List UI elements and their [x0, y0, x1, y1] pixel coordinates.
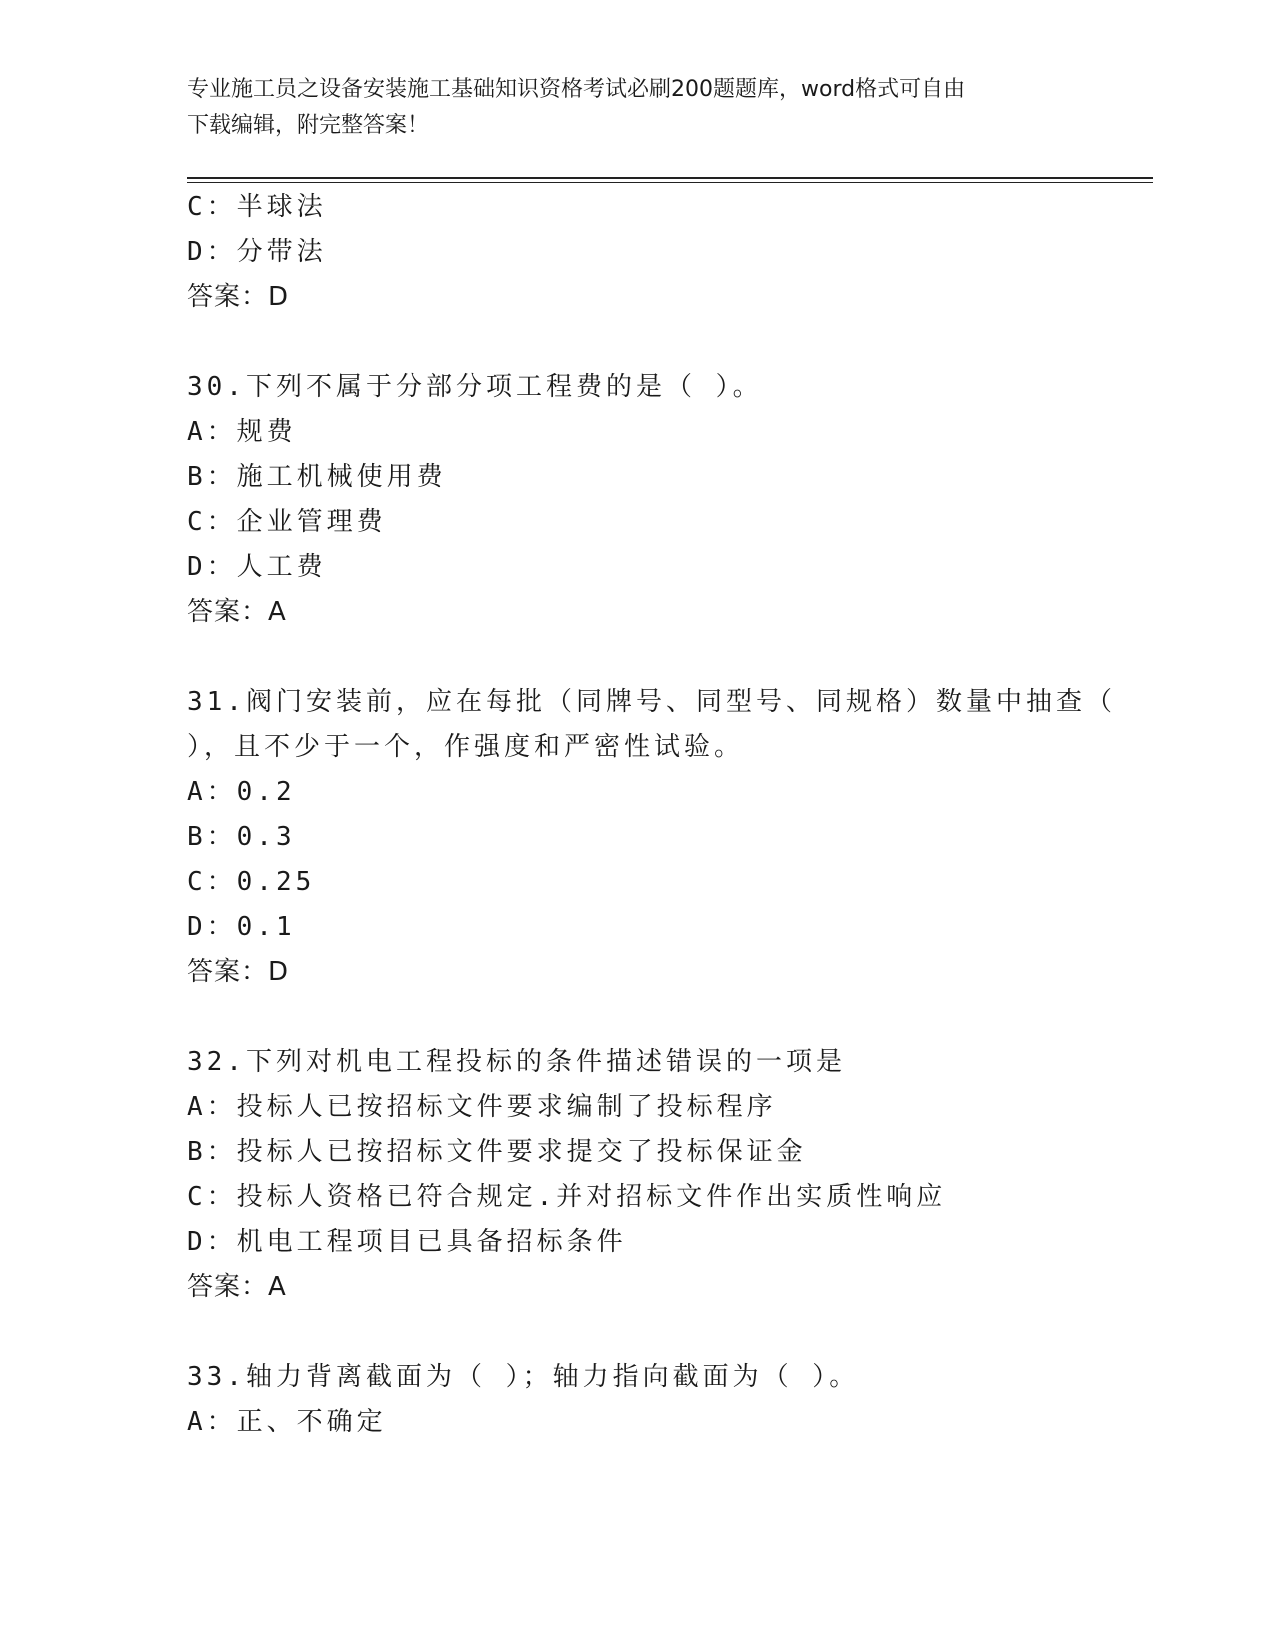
- q32-option-c: C：投标人资格已符合规定.并对招标文件作出实质性响应: [187, 1182, 947, 1212]
- q29-answer: 答案：D: [187, 282, 290, 312]
- q32-answer: 答案：A: [187, 1272, 287, 1302]
- q32-option-a: A：投标人已按招标文件要求编制了投标程序: [187, 1092, 777, 1122]
- q31-option-d: D：0.1: [187, 912, 296, 942]
- q32-option-b: B：投标人已按招标文件要求提交了投标保证金: [187, 1137, 807, 1167]
- q29-option-c: C：半球法: [187, 192, 327, 222]
- q29-option-d: D：分带法: [187, 237, 327, 267]
- header-rule-thin: [187, 182, 1153, 183]
- q33-stem: 33.轴力背离截面为（ ）；轴力指向截面为（ ）。: [187, 1362, 860, 1392]
- q30-answer: 答案：A: [187, 597, 287, 627]
- q32-option-d: D：机电工程项目已具备招标条件: [187, 1227, 627, 1257]
- header-line-1: 专业施工员之设备安装施工基础知识资格考试必刷200题题库，word格式可自由: [187, 77, 966, 102]
- q32-stem: 32.下列对机电工程投标的条件描述错误的一项是: [187, 1047, 846, 1077]
- q33-option-a: A：正、不确定: [187, 1407, 387, 1437]
- q30-option-d: D：人工费: [187, 552, 327, 582]
- q30-stem: 30.下列不属于分部分项工程费的是（ ）。: [187, 372, 763, 402]
- document-header: [187, 72, 1087, 144]
- q31-option-a: A：0.2: [187, 777, 296, 807]
- header-rule-thick: [187, 177, 1153, 179]
- q31-option-c: C：0.25: [187, 867, 316, 897]
- q31-stem-line-2: ），且不少于一个，作强度和严密性试验。: [187, 732, 745, 762]
- q30-option-a: A：规费: [187, 417, 297, 447]
- q30-option-c: C：企业管理费: [187, 507, 387, 537]
- q30-option-b: B：施工机械使用费: [187, 462, 447, 492]
- q31-option-b: B：0.3: [187, 822, 296, 852]
- q31-answer: 答案：D: [187, 957, 290, 987]
- q31-stem-line-1: 31.阀门安装前，应在每批（同牌号、同型号、同规格）数量中抽查（: [187, 687, 1116, 717]
- header-line-2: 下载编辑，附完整答案！: [187, 113, 430, 138]
